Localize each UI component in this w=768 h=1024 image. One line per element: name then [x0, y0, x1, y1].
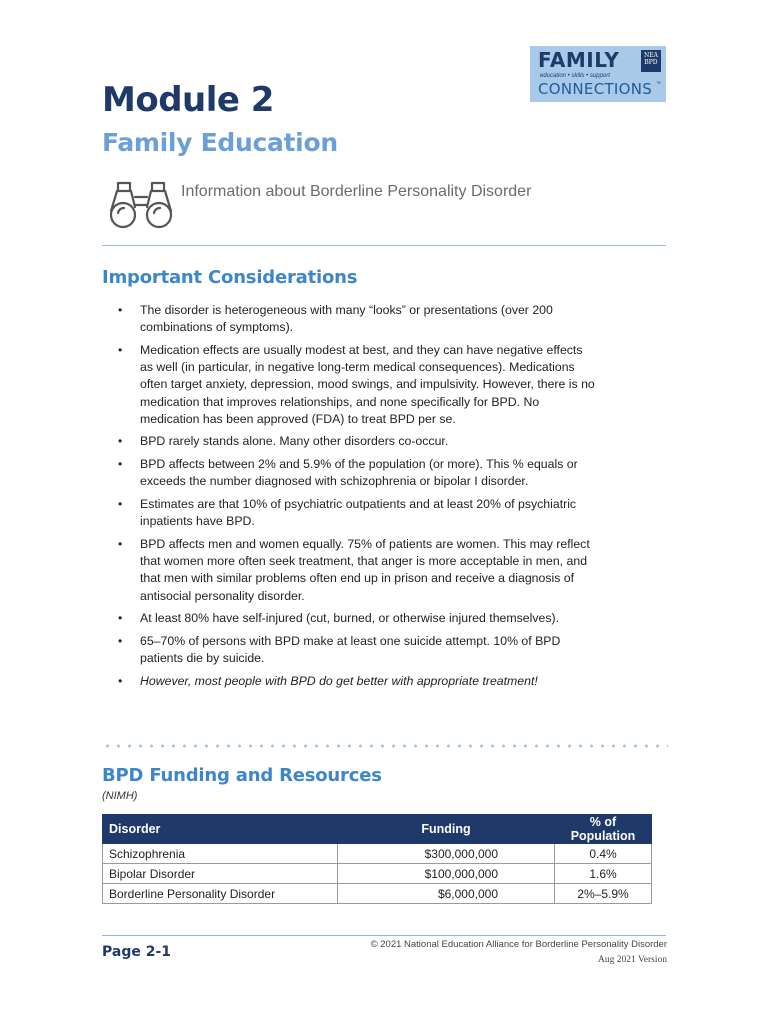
nea-bpd-seal: NEA BPD	[641, 50, 661, 72]
funding-table	[102, 814, 652, 904]
divider-rule	[102, 245, 666, 246]
table-cell: Borderline Personality Disorder	[103, 884, 338, 904]
table-row	[103, 884, 652, 904]
section-heading-considerations: Important Considerations	[102, 267, 358, 288]
considerations-list	[116, 302, 596, 696]
copyright-notice: © 2021 National Education Alliance for Borderline Personality Disorder	[370, 939, 667, 950]
column-header: Disorder	[103, 815, 338, 844]
table-cell: $6,000,000	[338, 884, 555, 904]
table-row	[103, 864, 652, 884]
table-cell: 1.6%	[555, 864, 652, 884]
column-header: % of Population	[555, 815, 652, 844]
table-cell: Bipolar Disorder	[103, 864, 338, 884]
list-item: • Medication effects are usually modest at best, and they can have negative effects as well (in particular, in negative long-term medical consequences). Medications often target anxiety, depression, mood swings, and impulsivity. However, there is no medication that improves relationships, and none specifically for BPD. No medication has been approved (FDA) to treat BPD per se.	[116, 342, 596, 428]
footer-rule	[102, 935, 666, 936]
table-cell: 2%–5.9%	[555, 884, 652, 904]
table-row	[103, 844, 652, 864]
family-connections-logo	[530, 46, 666, 102]
list-item: • BPD rarely stands alone. Many other disorders co-occur.	[116, 433, 596, 450]
funding-source: (NIMH)	[102, 790, 138, 802]
list-item: • The disorder is heterogeneous with many “looks” or presentations (over 200 combinations of symptoms).	[116, 302, 596, 336]
page-subtitle: Family Education	[102, 128, 338, 157]
version-label: Aug 2021 Version	[598, 955, 667, 965]
logo-tagline: education • skills • support	[540, 73, 610, 79]
page-number: Page 2-1	[102, 944, 172, 960]
logo-word-family: FAMILY	[538, 48, 620, 72]
table-header-row	[103, 815, 652, 844]
table-cell: Schizophrenia	[103, 844, 338, 864]
section-heading-funding: BPD Funding and Resources	[102, 765, 382, 786]
list-item: • However, most people with BPD do get better with appropriate treatment!	[116, 673, 596, 690]
list-item: • Estimates are that 10% of psychiatric outpatients and at least 20% of psychiatric inpatients have BPD.	[116, 496, 596, 530]
column-header: Funding	[338, 815, 555, 844]
page-title: Module 2	[102, 80, 274, 120]
table-cell: 0.4%	[555, 844, 652, 864]
info-line: Information about Borderline Personality Disorder	[181, 183, 532, 200]
list-item: • BPD affects men and women equally. 75% of patients are women. This may reflect that women more often seek treatment, that anger is more acceptable in men, and that men with similar problems often end up in prison and receive a diagnosis of antisocial personality disorder.	[116, 536, 596, 605]
list-item: • At least 80% have self-injured (cut, burned, or otherwise injured themselves).	[116, 610, 596, 627]
binoculars-icon	[108, 177, 174, 229]
logo-trademark: ™	[656, 81, 661, 87]
logo-word-connections: CONNECTIONS	[538, 80, 653, 98]
list-item: • BPD affects between 2% and 5.9% of the population (or more). This % equals or exceeds the number diagnosed with schizophrenia or bipolar I disorder.	[116, 456, 596, 490]
table-cell: $100,000,000	[338, 864, 555, 884]
dotted-divider	[102, 744, 668, 748]
table-cell: $300,000,000	[338, 844, 555, 864]
list-item: • 65–70% of persons with BPD make at least one suicide attempt. 10% of BPD patients die by suicide.	[116, 633, 596, 667]
